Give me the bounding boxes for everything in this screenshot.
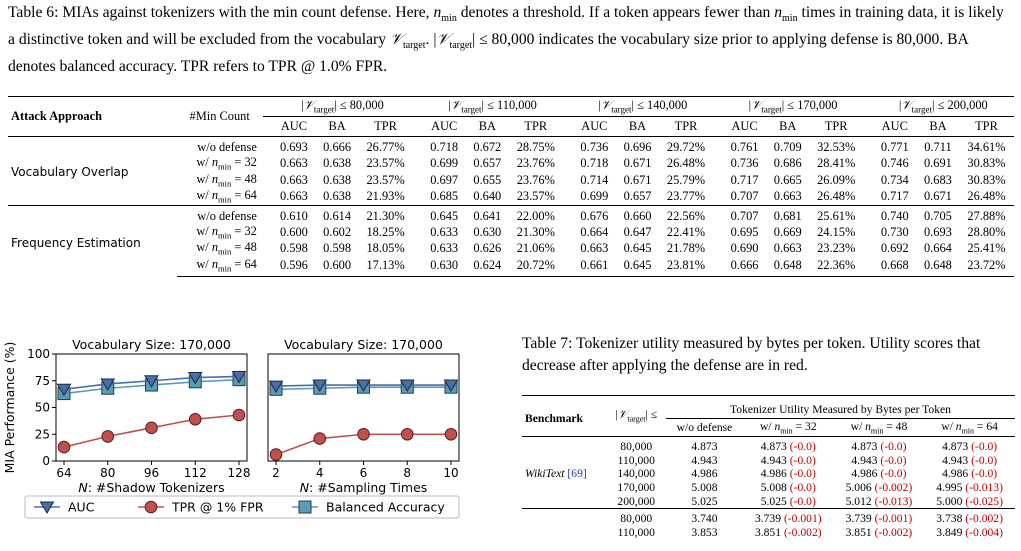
table-cell: 0.663 <box>280 188 308 203</box>
table-cell: 25.79% <box>666 172 706 187</box>
utility-cell: 4.986 (-0.0) <box>851 467 907 481</box>
table-cell: 0.657 <box>473 156 502 171</box>
y-tick-label: 75 <box>34 373 50 388</box>
table-cell: 0.771 <box>880 140 909 155</box>
x-tick-label: 64 <box>56 466 72 480</box>
table-cell: 0.685 <box>430 188 459 203</box>
table-cell: 0.709 <box>773 140 802 155</box>
vocab-group-header: |𝒱$_{target}$| ≤ 170,000 <box>713 97 863 117</box>
table-row <box>522 454 1015 468</box>
table-cell: 0.663 <box>773 188 802 203</box>
vocab-size-cell: 140,000 <box>617 467 656 481</box>
table-cell: 23.23% <box>817 241 856 256</box>
table6 <box>8 96 1014 277</box>
table-row <box>8 205 1014 224</box>
subheader-nmin-48: w/ $n_{min} = 48$ <box>850 419 908 436</box>
vocab-size-cell: 170,000 <box>617 481 656 495</box>
utility-cell: 4.986 (-0.0) <box>942 467 998 481</box>
utility-cell: 4.873 (-0.0) <box>924 437 1015 454</box>
utility-cell: 5.008 (-0.0) <box>760 481 816 495</box>
benchmark-cell <box>522 526 607 540</box>
vocab-size-cell: 80,000 <box>607 508 666 525</box>
utility-delta: (-0.001) <box>874 512 913 526</box>
nmin-symbol: n <box>774 4 783 21</box>
plot-title: Vocabulary Size: 170,000 <box>72 337 231 352</box>
data-point-tpr <box>233 409 245 421</box>
metric-header-ba: BA <box>466 117 508 137</box>
utility-cell: 3.738 (-0.002) <box>924 508 1015 525</box>
utility-delta: (-0.0) <box>971 440 998 454</box>
table-cell: 0.668 <box>864 257 917 277</box>
table-cell: 26.48% <box>967 188 1006 203</box>
table-cell: 0.692 <box>880 241 909 256</box>
nmin-sub: min <box>441 13 457 25</box>
vocab-size-cell: 110,000 <box>617 525 655 539</box>
utility-delta: (-0.002) <box>874 525 913 539</box>
table-cell: 0.600 <box>316 257 358 277</box>
table-row <box>522 508 1015 525</box>
table-cell: 28.75% <box>516 140 555 155</box>
table-cell: 0.714 <box>580 172 609 187</box>
utility-delta: (-0.0) <box>789 440 816 454</box>
table-cell: 24.15% <box>817 224 856 239</box>
caption-text: . <box>425 31 430 49</box>
utility-delta: (-0.004) <box>965 525 1003 539</box>
caption-text: times in training data, it is likely a distinctive token and will be excluded from the vocabulary <box>8 4 1004 49</box>
table-cell: 20.72% <box>508 257 563 277</box>
table-cell: 0.696 <box>623 140 652 155</box>
table-cell: 0.655 <box>473 172 502 187</box>
vocab-symbol: 𝒱 <box>389 31 403 49</box>
table-cell: 0.666 <box>323 140 352 155</box>
condition-label: w/ $n_{min} = 48$ <box>196 240 257 257</box>
header-utility-group: Tokenizer Utility Measured by Bytes per Token <box>666 396 1015 419</box>
utility-cell: 4.873 (-0.0) <box>743 437 834 454</box>
y-tick-label: 25 <box>34 427 50 442</box>
table-cell: 0.640 <box>473 188 502 203</box>
utility-delta: (-0.002) <box>965 512 1003 526</box>
table-cell: 0.648 <box>917 257 959 277</box>
table-cell: 0.707 <box>730 208 759 223</box>
table7 <box>522 395 1015 539</box>
table-cell: 0.660 <box>623 208 652 223</box>
table-cell: 0.761 <box>730 140 759 155</box>
x-axis-label: N: #Shadow Tokenizers <box>78 480 225 495</box>
table6-caption-label: Table 6: <box>8 4 59 21</box>
table-cell: 0.638 <box>323 156 352 171</box>
table-cell: 0.691 <box>923 156 952 171</box>
table-cell: 0.736 <box>580 140 609 155</box>
table-cell: 0.610 <box>280 208 308 223</box>
table-cell: 0.596 <box>263 257 316 277</box>
vocab-group-header: |𝒱$_{target}$| ≤ 140,000 <box>563 97 713 117</box>
metric-header-auc: AUC <box>413 117 466 137</box>
legend-label-ba: Balanced Accuracy <box>326 499 445 515</box>
condition-label: w/ $n_{min} = 64$ <box>196 188 257 205</box>
subheader-no-defense: w/o defense <box>676 421 733 434</box>
table-row <box>522 494 1015 508</box>
metric-header-tpr: TPR <box>809 117 864 137</box>
x-tick-label: 128 <box>227 466 251 480</box>
table-cell: 0.718 <box>580 156 609 171</box>
table-cell: 0.664 <box>580 224 609 239</box>
table-cell: 26.09% <box>817 172 856 187</box>
utility-cell: 3.849 (-0.004) <box>936 525 1003 539</box>
utility-delta: (-0.025) <box>965 494 1003 508</box>
table-cell: 18.05% <box>366 241 405 256</box>
table-cell: 0.665 <box>773 172 802 187</box>
utility-cell: 5.012 (-0.013) <box>845 494 913 508</box>
table-cell: 23.76% <box>516 156 555 171</box>
condition-label: w/o defense <box>197 208 257 223</box>
x-tick-label: 6 <box>359 466 368 480</box>
baseline-cell: 4.986 <box>691 467 718 481</box>
table-cell: 0.661 <box>563 257 616 277</box>
utility-delta: (-0.002) <box>874 481 913 495</box>
plot-title: Vocabulary Size: 170,000 <box>284 337 443 352</box>
condition-label: w/o defense <box>197 140 257 155</box>
table-cell: 0.717 <box>880 188 909 203</box>
baseline-cell: 5.025 <box>691 494 718 508</box>
table-cell: 17.13% <box>358 257 413 277</box>
metric-header-ba: BA <box>616 117 658 137</box>
legend-marker-ba <box>299 501 311 513</box>
table-cell: 0.657 <box>623 188 652 203</box>
table-cell: 0.666 <box>713 257 766 277</box>
table-cell: 23.72% <box>959 257 1014 277</box>
x-tick-label: 80 <box>100 466 116 480</box>
table7-caption-label: Table 7: <box>522 335 573 352</box>
x-tick-label: 2 <box>272 466 280 480</box>
table-cell: 0.699 <box>580 188 609 203</box>
table-cell: 0.686 <box>773 156 802 171</box>
plot-frame <box>268 354 459 461</box>
table-cell: 23.57% <box>366 172 405 187</box>
caption-text: denotes a threshold. If a token appears fewer than <box>460 4 771 21</box>
metric-header-auc: AUC <box>563 117 616 137</box>
table-cell: 0.602 <box>323 224 352 239</box>
table-cell: 0.717 <box>730 172 759 187</box>
baseline-cell: 4.943 <box>691 453 718 467</box>
y-axis-label: MIA Performance (%) <box>2 341 17 474</box>
table-cell: 28.41% <box>817 156 856 171</box>
table-cell: 25.61% <box>817 208 856 223</box>
table-cell: 22.36% <box>809 257 864 277</box>
table-cell: 0.638 <box>323 172 352 187</box>
baseline-cell: 3.853 <box>691 525 718 539</box>
vocab-size-cell: 80,000 <box>607 437 666 454</box>
table-cell: 0.672 <box>473 140 502 155</box>
data-point-tpr <box>401 428 413 440</box>
metric-header-ba: BA <box>917 117 959 137</box>
table-cell: 0.711 <box>924 140 952 155</box>
plot-frame <box>56 354 247 461</box>
vocab-group-header: |𝒱$_{target}$| ≤ 80,000 <box>263 97 413 117</box>
utility-delta: (-0.002) <box>783 525 822 539</box>
table-cell: 0.638 <box>323 188 352 203</box>
benchmark-cell <box>522 437 607 454</box>
table-cell: 0.734 <box>880 172 909 187</box>
table-cell: 0.693 <box>923 224 952 239</box>
metric-header-auc: AUC <box>864 117 917 137</box>
caption-text: MIAs against tokenizers with the min count defense. Here, <box>62 4 430 21</box>
table-cell: 0.676 <box>580 208 609 223</box>
utility-cell: 4.986 (-0.0) <box>760 467 816 481</box>
subheader-nmin-32: w/ $n_{min} = 32$ <box>759 419 817 436</box>
table-cell: 29.72% <box>666 140 706 155</box>
attack-approach-label: Vocabulary Overlap <box>11 165 129 180</box>
table-cell: 0.598 <box>323 241 352 256</box>
table-cell: 0.645 <box>616 257 658 277</box>
table-cell: 21.06% <box>516 241 555 256</box>
table-cell: 22.41% <box>666 224 706 239</box>
table-cell: 23.57% <box>516 188 555 203</box>
utility-delta: (-0.013) <box>874 494 913 508</box>
table-cell: 0.614 <box>323 208 352 223</box>
metric-header-tpr: TPR <box>358 117 413 137</box>
table-row <box>522 526 1015 540</box>
table-cell: 0.671 <box>623 156 652 171</box>
baseline-cell: 4.873 <box>666 437 743 454</box>
table-cell: 0.693 <box>280 140 308 155</box>
table-cell: 0.718 <box>430 140 459 155</box>
header-min-count: #Min Count <box>177 97 263 137</box>
metric-header-tpr: TPR <box>508 117 563 137</box>
vocab-sub: target <box>449 40 473 52</box>
data-point-tpr <box>146 422 158 434</box>
table-cell: 30.83% <box>967 172 1006 187</box>
table-cell: 25.41% <box>967 241 1006 256</box>
utility-cell: 4.873 (-0.0) <box>834 437 925 454</box>
header-benchmark: Benchmark <box>522 396 607 437</box>
table-cell: 0.648 <box>767 257 809 277</box>
metric-header-tpr: TPR <box>659 117 714 137</box>
table-cell: 0.746 <box>880 156 909 171</box>
table-cell: 18.25% <box>366 224 405 239</box>
nmin-sub: min <box>782 13 798 25</box>
y-tick-label: 100 <box>27 347 50 361</box>
table-cell: 30.83% <box>967 156 1006 171</box>
metric-header-tpr: TPR <box>959 117 1014 137</box>
utility-cell: 3.851 (-0.002) <box>845 525 913 539</box>
utility-delta: (-0.0) <box>789 453 816 467</box>
table-cell: 0.664 <box>923 241 952 256</box>
nmin-symbol: n <box>433 4 442 21</box>
utility-cell: 5.000 (-0.025) <box>936 494 1003 508</box>
table-cell: 28.80% <box>967 224 1006 239</box>
metric-header-ba: BA <box>316 117 358 137</box>
table-cell: 0.730 <box>880 224 909 239</box>
citation-link[interactable]: [69] <box>567 467 587 481</box>
table-cell: 21.30% <box>366 208 405 223</box>
utility-delta: (-0.0) <box>971 453 998 467</box>
utility-delta: (-0.013) <box>965 481 1003 495</box>
table-cell: 22.00% <box>516 208 555 223</box>
benchmark-cell <box>522 481 607 495</box>
vocab-size-cell: 200,000 <box>617 494 656 508</box>
table-row <box>522 437 1015 454</box>
table-cell: 21.93% <box>366 188 405 203</box>
x-tick-label: 112 <box>183 466 207 480</box>
table-row <box>522 481 1015 495</box>
table-cell: 21.78% <box>666 241 706 256</box>
table-cell: 0.736 <box>730 156 759 171</box>
metric-header-auc: AUC <box>263 117 316 137</box>
table-cell: 0.663 <box>773 241 802 256</box>
table-cell: 26.77% <box>366 140 405 155</box>
baseline-cell: 3.740 <box>666 508 743 525</box>
table-cell: 0.695 <box>730 224 759 239</box>
table-cell: 21.30% <box>516 224 555 239</box>
table-cell: 0.624 <box>466 257 508 277</box>
benchmark-name: WikiText <box>525 467 565 481</box>
benchmark-cell <box>522 454 607 468</box>
table-row <box>522 467 1015 481</box>
vocab-sub: target <box>402 40 426 52</box>
condition-label: w/ $n_{min} = 48$ <box>196 171 257 189</box>
table-cell: 0.683 <box>923 172 952 187</box>
table-cell: 23.76% <box>516 172 555 187</box>
table-cell: 0.600 <box>280 224 308 239</box>
table-cell: 0.681 <box>773 208 802 223</box>
mia-line-plots <box>0 330 470 551</box>
table-row <box>8 137 1014 156</box>
table-cell: 0.690 <box>730 241 759 256</box>
x-tick-label: 4 <box>315 466 324 480</box>
table-cell: 23.81% <box>659 257 714 277</box>
table-cell: 0.707 <box>730 188 759 203</box>
table-cell: 0.699 <box>430 156 459 171</box>
table-cell: 0.705 <box>923 208 952 223</box>
condition-label: w/ $n_{min} = 64$ <box>177 257 263 277</box>
table-cell: 0.633 <box>430 241 459 256</box>
vocab-group-header: |𝒱$_{target}$| ≤ 200,000 <box>864 97 1014 117</box>
table-cell: 23.77% <box>666 188 706 203</box>
utility-delta: (-0.0) <box>971 467 998 481</box>
vocab-group-header: |𝒱$_{target}$| ≤ 110,000 <box>413 97 563 117</box>
table-cell: 0.671 <box>623 172 652 187</box>
benchmark-cell <box>522 494 607 508</box>
subheader-nmin-64: w/ $n_{min} = 64$ <box>941 419 998 436</box>
attack-approach-label: Frequency Estimation <box>11 235 141 250</box>
baseline-cell: 5.008 <box>691 481 718 495</box>
table-cell: 0.671 <box>923 188 952 203</box>
y-tick-label: 0 <box>42 454 50 468</box>
data-point-tpr <box>189 413 201 425</box>
table-cell: 22.56% <box>666 208 706 223</box>
utility-delta: (-0.0) <box>789 494 816 508</box>
caption-text: ≤ 80,000 indicates the vocabulary size prior to applying defense is 80,000. BA denotes balanced accuracy. TPR refers to TPR @ 1.0% FPR. <box>8 31 968 76</box>
table-cell: 23.57% <box>366 156 405 171</box>
metric-header-ba: BA <box>767 117 809 137</box>
utility-cell: 3.851 (-0.002) <box>754 525 822 539</box>
data-point-tpr <box>445 428 457 440</box>
table-cell: 0.663 <box>580 241 609 256</box>
table-cell: 0.697 <box>430 172 459 187</box>
utility-cell: 5.025 (-0.0) <box>760 494 816 508</box>
table-cell: 27.88% <box>967 208 1006 223</box>
table-cell: 0.740 <box>880 208 909 223</box>
caption-text: Tokenizer utility measured by bytes per token. Utility scores that decrease after applying the defense are in red. <box>522 335 981 374</box>
utility-delta: (-0.0) <box>880 440 907 454</box>
utility-delta: (-0.0) <box>789 481 816 495</box>
utility-cell: 4.943 (-0.0) <box>851 453 907 467</box>
y-tick-label: 50 <box>34 400 50 415</box>
data-point-tpr <box>358 428 370 440</box>
header-vocab-limit: |𝒱$_{target}$| ≤ <box>607 396 666 437</box>
benchmark-cell <box>522 508 607 525</box>
table-cell: 0.645 <box>623 241 652 256</box>
legend-label-auc: AUC <box>68 499 95 515</box>
condition-label: w/ $n_{min} = 32$ <box>196 224 257 241</box>
table-cell: 0.647 <box>623 224 652 239</box>
utility-cell: 3.739 (-0.001) <box>834 508 925 525</box>
utility-cell: 5.006 (-0.002) <box>845 481 913 495</box>
table-cell: 26.48% <box>817 188 856 203</box>
legend-marker-tpr <box>145 501 157 513</box>
utility-delta: (-0.001) <box>783 512 822 526</box>
table-cell: 0.630 <box>413 257 466 277</box>
utility-delta: (-0.0) <box>789 467 816 481</box>
utility-delta: (-0.0) <box>880 467 907 481</box>
table-cell: 0.633 <box>430 224 459 239</box>
header-attack-approach: Attack Approach <box>8 97 177 137</box>
table-cell: 0.663 <box>280 172 308 187</box>
x-tick-label: 10 <box>443 466 459 480</box>
table-cell: 0.598 <box>280 241 308 256</box>
table-cell: 0.630 <box>473 224 502 239</box>
utility-cell: 4.943 (-0.0) <box>760 453 816 467</box>
table-cell: 34.61% <box>967 140 1006 155</box>
table6-caption: Table 6: MIAs against tokenizers with the min count defense. Here, $n_{min}$ denotes a threshold. If a token appears fewer than $n_{min}$ times in training data, it is likely a distinctive token and will be excluded from the vocabulary 𝒱$_{target}$. |𝒱$_{target}$| ≤ 80,000 indicates the vocabulary size prior to applying defense is 80,000. BA denotes balanced accuracy. TPR refers to TPR @ 1.0% FPR. <box>8 4 1004 76</box>
data-point-tpr <box>314 433 326 445</box>
table-cell: 0.663 <box>280 156 308 171</box>
x-tick-label: 96 <box>143 466 160 480</box>
table-cell: 0.626 <box>473 241 502 256</box>
x-axis-label: N: #Sampling Times <box>299 480 428 495</box>
utility-cell: 3.739 (-0.001) <box>743 508 834 525</box>
table-cell: 0.641 <box>473 208 502 223</box>
data-point-tpr <box>102 431 114 443</box>
utility-cell: 4.995 (-0.013) <box>936 481 1003 495</box>
vocab-symbol: 𝒱 <box>436 31 450 49</box>
vocab-size-cell: 110,000 <box>617 453 655 467</box>
metric-header-auc: AUC <box>713 117 766 137</box>
condition-label: w/ $n_{min} = 32$ <box>196 155 257 172</box>
benchmark-cell <box>522 467 607 481</box>
utility-delta: (-0.0) <box>880 453 907 467</box>
data-point-tpr <box>58 441 70 453</box>
legend-label-tpr: TPR @ 1% FPR <box>172 499 264 515</box>
data-point-tpr <box>270 449 282 461</box>
table-cell: 0.669 <box>773 224 802 239</box>
x-tick-label: 8 <box>403 466 412 480</box>
table-cell: 0.645 <box>430 208 459 223</box>
table-cell: 26.48% <box>666 156 706 171</box>
table7-caption <box>522 333 1017 377</box>
utility-cell: 4.943 (-0.0) <box>942 453 998 467</box>
table-cell: 32.53% <box>817 140 856 155</box>
